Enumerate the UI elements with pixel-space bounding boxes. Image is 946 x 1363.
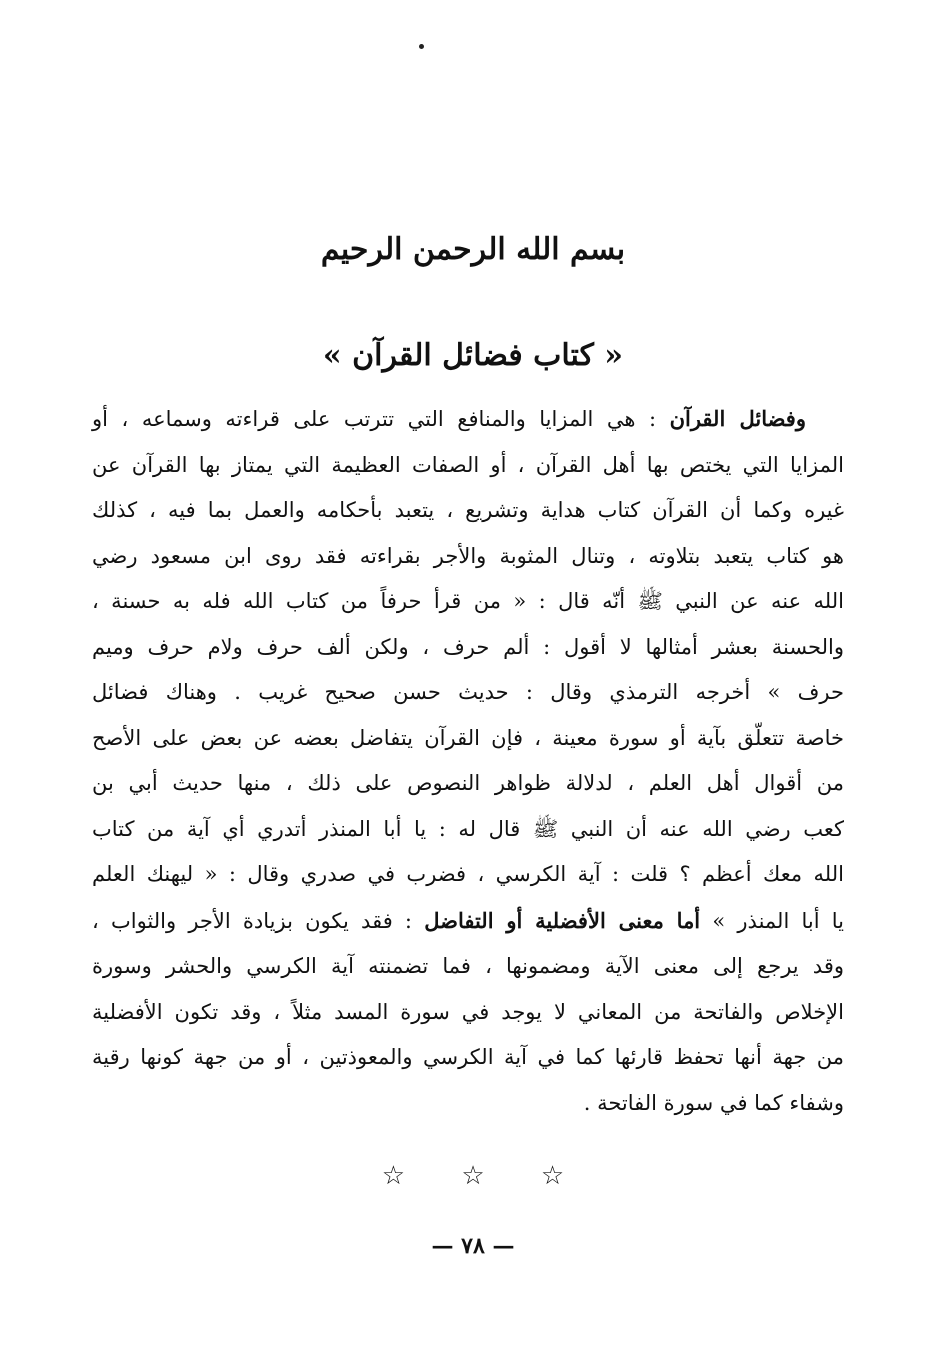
page-mark-dot xyxy=(419,44,424,49)
text-line: حرف » أخرجه الترمذي وقال : حديث حسن صحيح غريب . وهناك فضائل xyxy=(92,680,844,704)
text-line: وقد يرجع إلى معنى الآية ومضمونها ، فما تضمنته آية الكرسي والحشر وسورة xyxy=(92,954,844,978)
text-line: خاصة تتعلّق بآية أو سورة معينة ، فإن القرآن يتفاضل بعضه عن بعض على الأصح xyxy=(92,725,844,750)
text-line: والحسنة بعشر أمثالها لا أقول : ألم حرف ، ولكن ألف حرف ولام حرف وميم xyxy=(92,634,844,659)
bold-term: وفضائل القرآن xyxy=(669,406,806,431)
page-number: — ٧٨ — xyxy=(431,1233,515,1259)
text-line: من جهة أنها تحفظ قارئها كما في آية الكرسي والمعوذتين ، أو من جهة كونها رقية xyxy=(92,1045,844,1069)
text-line: وشفاء كما في سورة الفاتحة . xyxy=(583,1090,844,1115)
body-paragraph xyxy=(92,396,844,1126)
text-line: غيره وكما أن القرآن كتاب هداية وتشريع ، يتعبد بأحكامه والعمل بما فيه ، كذلك xyxy=(92,498,844,522)
chapter-title: « كتاب فضائل القرآن » xyxy=(322,338,624,373)
star-icon: ☆ xyxy=(540,1161,565,1191)
text-line: الله معك أعظم ؟ قلت : آية الكرسي ، فضرب في صدري وقال : « ليهنك العلم xyxy=(92,862,844,886)
section-separator xyxy=(0,1158,946,1194)
bold-term: أما معنى الأفضلية أو التفاضل xyxy=(424,907,701,933)
text-line: يا أبا المنذر » أما معنى الأفضلية أو التفاضل : فقد يكون بزيادة الأجر والثواب ، xyxy=(92,907,844,933)
text-line: وفضائل القرآن : هي المزايا والمنافع التي تترتب على قراءته وسماعه ، أو xyxy=(92,406,806,431)
text-line: الله عنه عن النبي ﷺ أنّه قال : « من قرأ حرفاً من كتاب الله فله به حسنة ، xyxy=(92,589,844,613)
star-icon: ☆ xyxy=(381,1161,406,1191)
text-line: من أقوال أهل العلم ، لدلالة ظواهر النصوص على ذلك ، منها حديث أبي بن xyxy=(92,771,844,795)
basmala-heading: بسم الله الرحمن الرحيم xyxy=(320,232,626,267)
text-line: كعب رضي الله عنه أن النبي ﷺ قال له : يا أبا المنذر أتدري أي آية من كتاب xyxy=(92,816,844,841)
star-icon: ☆ xyxy=(461,1161,485,1191)
text-line: المزايا التي يختص بها أهل القرآن ، أو الصفات العظيمة التي يمتاز بها القرآن عن xyxy=(92,452,844,477)
text-line: هو كتاب يتعبد بتلاوته ، وتنال المثوبة والأجر بقراءته فقد روى ابن مسعود رضي xyxy=(92,543,844,568)
text-line: الإخلاص والفاتحة من المعاني لا يوجد في سورة المسد مثلاً ، وقد تكون الأفضلية xyxy=(92,999,844,1024)
